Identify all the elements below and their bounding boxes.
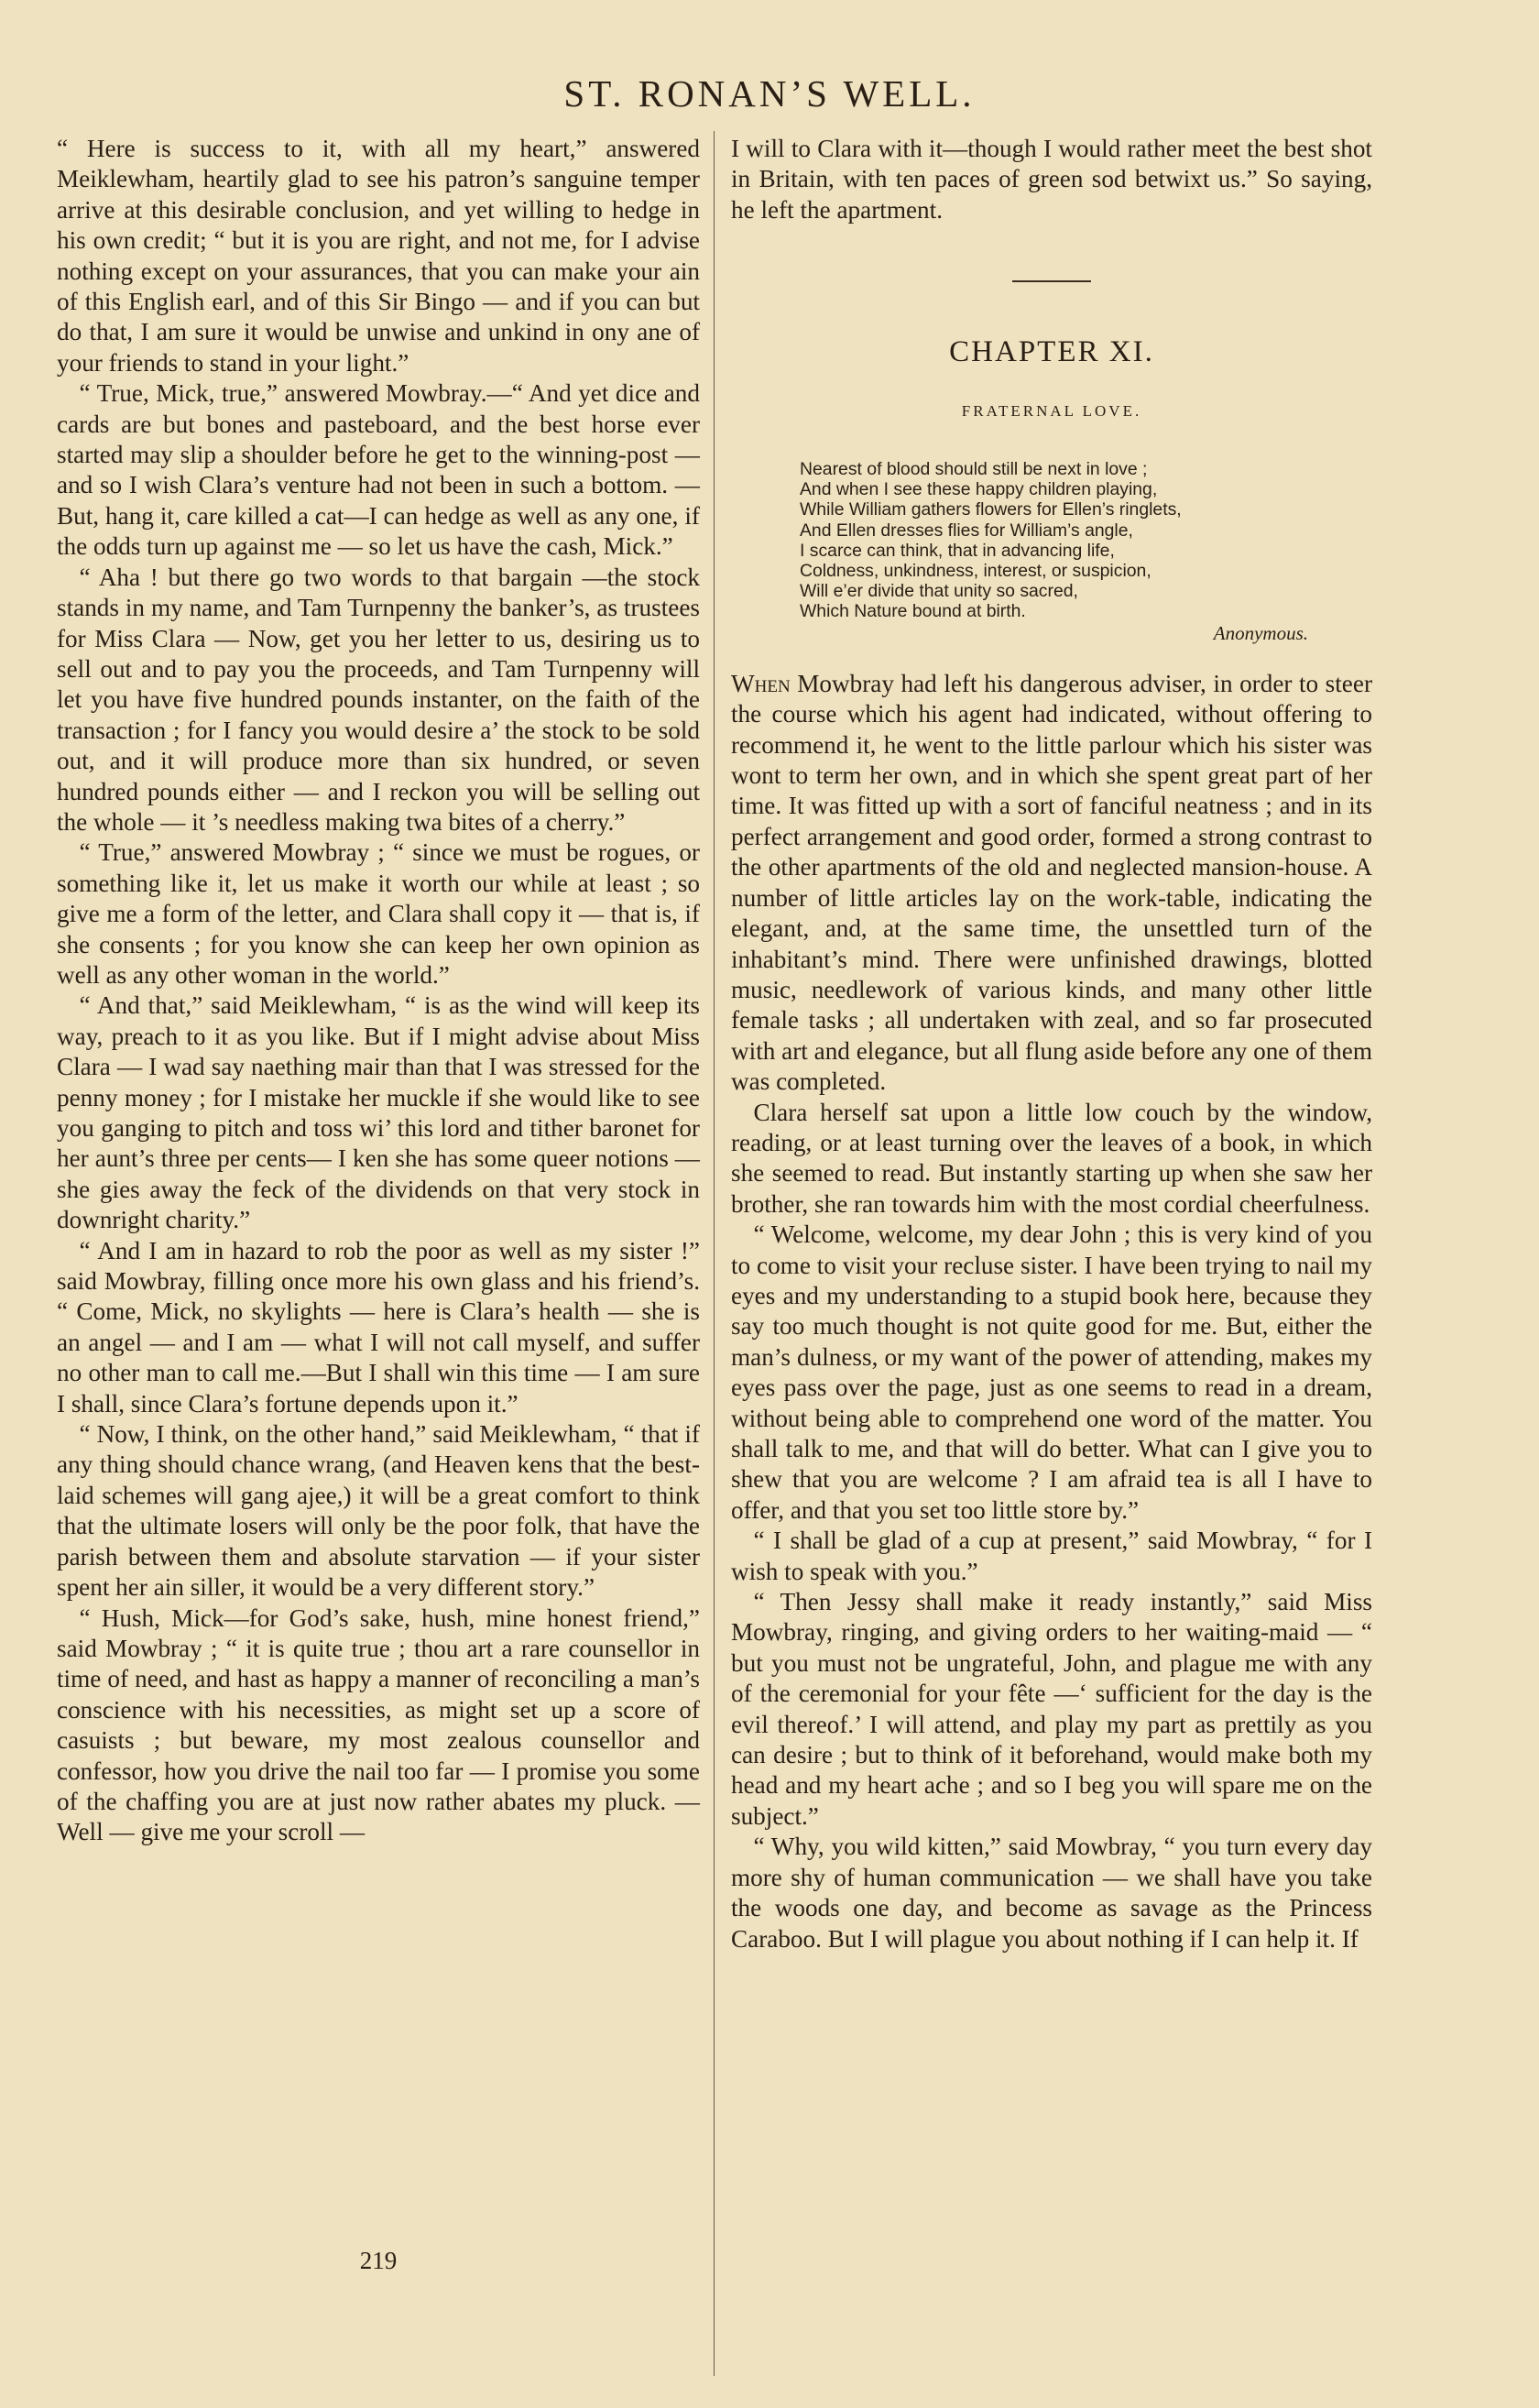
chapter-subtitle: FRATERNAL LOVE. [961, 401, 1142, 420]
epigraph-line: I scarce can think, that in advancing life, [800, 540, 1115, 561]
paragraph: “ Why, you wild kitten,” said Mowbray, “ you turn every day more shy of human communication — we shall have you take the woods one day, and become as savage as the Princess Caraboo. But I will plague you about nothing if I can help it. If [731, 1833, 1372, 1953]
chapter-text [731, 669, 1372, 1954]
paragraph: “ Then Jessy shall make it ready instantly,” said Miss Mowbray, ringing, and giving orders to her waiting-maid — “ but you must not be ungrateful, John, and plague me with any of the ceremonial for your fête —‘ sufficient for the day is the evil thereof.’ I will attend, and play my part as prettily as you can desire ; but to think of it beforehand, would make both my head and my heart ache ; and so I beg you will spare me on the subject.” [731, 1588, 1372, 1830]
epigraph-line: Nearest of blood should still be next in love ; [800, 459, 1148, 480]
paragraph: “ And that,” said Meiklewham, “ is as the wind will keep its way, preach to it as you like. But if I might advise about Miss Clara — I wad say naething mair than that I was stressed for the penny money ; for I mistake her muckle if she would like to see you ganging to pitch and toss wi’ this lord and tither baronet for her aunt’s three per cents— I ken she has some queer notions — she gies away the feck of the dividends on that very stock in downright charity.” [57, 991, 700, 1234]
epigraph-attribution: Anonymous. [1213, 621, 1308, 644]
paragraph: “ Here is success to it, with all my heart,” answered Meiklewham, heartily glad to see his patron’s sanguine temper arrive at this desirable conclusion, and yet willing to hedge in his own credit; “ but it is you are right, and not me, for I advise nothing except on your assurances, that you can make your ain of this English earl, and of this Sir Bingo — and if you can but do that, I am sure it would be unwise and unkind in ony ane of your friends to stand in your light.” [57, 135, 700, 377]
epigraph-line: And Ellen dresses flies for William’s angle, [800, 520, 1133, 541]
opening-word: When [731, 669, 791, 697]
epigraph-line: And when I see these happy children playing, [800, 479, 1158, 500]
paragraph: “ True, Mick, true,” answered Mowbray.—“ And yet dice and cards are but bones and pasteboard, and the best horse ever started may slip a shoulder before he get to the winning-post — and so I wish Clara’s venture had not been in such a bottom. — But, hang it, care killed a cat—I can hedge as well as any one, if the odds turn up against me — so let us have the cash, Mick.” [57, 379, 700, 561]
paragraph: “ Hush, Mick—for God’s sake, hush, mine honest friend,” said Mowbray ; “ it is quite true ; thou art a rare counsellor in time of need, and hast as happy a manner of reconciling a man’s conscience with his necessities, as might set up a score of casuists ; but beware, my most zealous counsellor and confessor, how you drive the nail too far — I promise you some of the chaffing you are at just now rather abates my pluck. — Well — give me your scroll — [57, 1604, 700, 1846]
epigraph [800, 459, 1308, 643]
paragraph: “ And I am in hazard to rob the poor as well as my sister !” said Mowbray, filling once more his own glass and his friend’s. “ Come, Mick, no skylights — here is Clara’s health — she is an angel — and I am — what I will not call myself, and suffer no other man to call me.—But I shall win this time — I am sure I shall, since Clara’s fortune depends upon it.” [57, 1236, 700, 1417]
paragraph: I will to Clara with it—though I would rather meet the best shot in Britain, with ten paces of green sod betwixt us.” So saying, he left the apartment. [731, 135, 1372, 224]
paragraph: “ Welcome, welcome, my dear John ; this is very kind of you to come to visit your recluse sister. I have been trying to nail my eyes and my understanding to a stupid book here, because they say too much thought is not quite good for me. But, either the man’s dulness, or my want of the power of attending, makes my eyes pass over the page, just as one seems to read in a dream, without being able to comprehend one word of the matter. You shall talk to me, and that will do better. What can I give you to shew that you are welcome ? I am afraid tea is all I have to offer, and that you set too little store by.” [731, 1220, 1372, 1524]
epigraph-line: Coldness, unkindness, interest, or suspicion, [800, 561, 1152, 582]
paragraph: “ Aha ! but there go two words to that bargain —the stock stands in my name, and Tam Turnpenny the banker’s, as trustees for Miss Clara — Now, get you her letter to us, desiring us to sell out and to pay you the proceeds, and Tam Turnpenny will let you have five hundred pounds instanter, on the faith of the transaction ; for I fancy you would desire a’ the stock to be sold out, and it will produce more than six hundred, or seven hundred pounds either — and I reckon you will be selling out the whole — it ’s needless making twa bites of a cherry.” [57, 563, 700, 836]
chapter-divider [1012, 280, 1091, 282]
column-divider [714, 131, 715, 2376]
paragraph: “ True,” answered Mowbray ; “ since we must be rogues, or something like it, let us make it worth our while at least ; so give me a form of the letter, and Clara shall copy it — that is, if she consents ; for you know she can keep her own opinion as well as any other woman in the world.” [57, 838, 700, 989]
page-title: ST. RONAN’S WELL. [563, 72, 976, 115]
chapter-title: CHAPTER XI. [949, 335, 1154, 369]
epigraph-line: While William gathers flowers for Ellen’s ringlets, [800, 499, 1182, 520]
epigraph-line: Will e’er divide that unity so sacred, [800, 581, 1078, 602]
epigraph-line: Which Nature bound at birth. [800, 601, 1026, 622]
left-column [57, 134, 700, 1848]
page-number: 219 [359, 2247, 398, 2274]
paragraph: “ Now, I think, on the other hand,” said Meiklewham, “ that if any thing should chance wrang, (and Heaven kens that the best-laid schemes will gang ajee,) it will be a great comfort to think that the ultimate losers will only be the poor folk, that have the parish between them and absolute starvation — if your sister spent her ain siller, it would be a very different story.” [57, 1420, 700, 1602]
paragraph: “ I shall be glad of a cup at present,” said Mowbray, “ for I wish to speak with you.” [731, 1527, 1372, 1585]
paragraph: Clara herself sat upon a little low couch by the window, reading, or at least turning over the leaves of a book, in which she seemed to read. But instantly starting up when she saw her brother, she ran towards him with the most cordial cheerfulness. [731, 1098, 1372, 1218]
right-column [731, 134, 1372, 1954]
paragraph [731, 669, 1372, 1098]
opening-text: Mowbray had left his dangerous adviser, in order to steer the course which his agent had indicated, without offering to recommend it, he went to the little parlour which his sister was wont to term her own, and in which she spent great part of her time. It was fitted up with a sort of fanciful neatness ; and in its perfect arrangement and good order, formed a strong contrast to the other apartments of the old and neglected mansion-house. A number of little articles lay on the work-table, indicating the elegant, and, at the same time, the unsettled turn of the inhabitant’s mind. There were unfinished drawings, blotted music, needlework of various kinds, and many other little female tasks ; all undertaken with zeal, and so far prosecuted with art and elegance, but all flung aside before any one of them was completed. [731, 669, 1372, 1096]
